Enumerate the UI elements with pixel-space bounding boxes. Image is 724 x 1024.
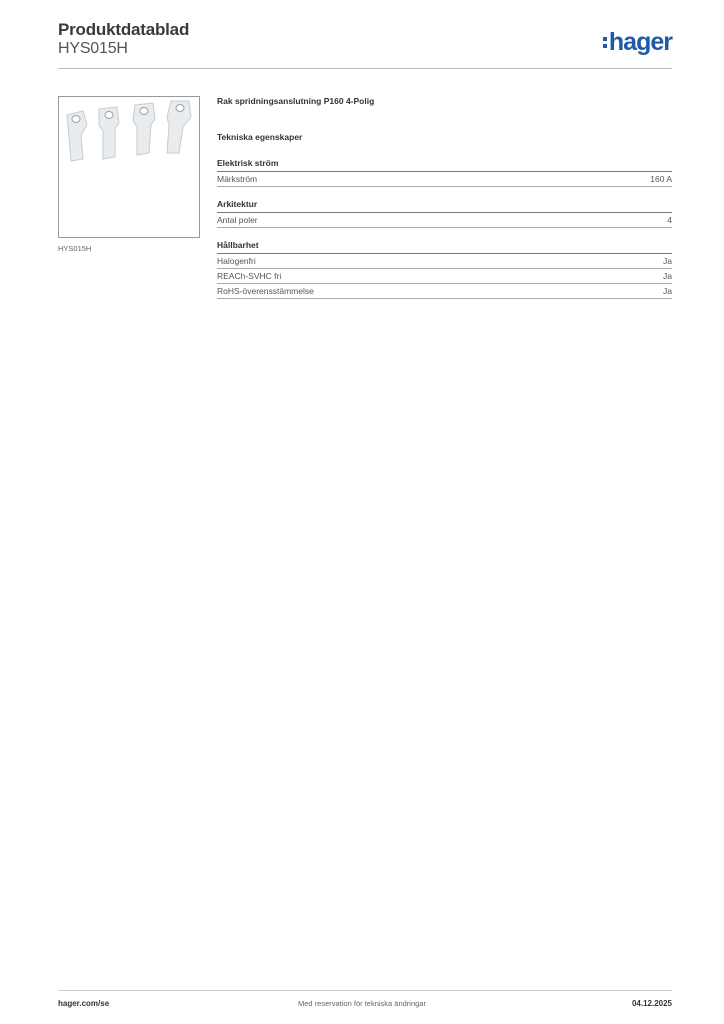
product-image — [58, 96, 200, 238]
footer-notice: Med reservation för tekniska ändringar — [298, 999, 426, 1008]
spec-section — [217, 96, 672, 311]
image-caption: HYS015H — [58, 244, 92, 253]
spec-value: 4 — [667, 215, 672, 225]
spec-row — [217, 213, 672, 228]
spec-value: Ja — [663, 286, 672, 296]
spec-label: Halogenfri — [217, 256, 256, 266]
group-title: Elektrisk ström — [217, 158, 672, 172]
page-title: Produktdatablad — [58, 20, 190, 39]
spec-group-electric — [217, 158, 672, 187]
hager-logo — [603, 28, 672, 57]
logo-dots-icon — [603, 37, 607, 48]
group-title: Hållbarhet — [217, 240, 672, 254]
header-divider — [58, 68, 672, 69]
spec-label: Antal poler — [217, 215, 258, 225]
spec-row — [217, 172, 672, 187]
spec-row — [217, 254, 672, 269]
group-title: Arkitektur — [217, 199, 672, 213]
logo-text: hager — [608, 28, 672, 56]
busbar-connectors-illustration — [59, 97, 199, 237]
spec-label: RoHS-överensstämmelse — [217, 286, 314, 296]
footer-website: hager.com/se — [58, 999, 110, 1008]
spec-row — [217, 284, 672, 299]
spec-value: Ja — [663, 256, 672, 266]
spec-value: Ja — [663, 271, 672, 281]
spec-value: 160 A — [650, 174, 672, 184]
product-code: HYS015H — [58, 40, 128, 57]
spec-label: Märkström — [217, 174, 258, 184]
technical-header: Tekniska egenskaper — [217, 132, 303, 142]
footer-divider — [58, 990, 672, 991]
spec-label: REACh-SVHC fri — [217, 271, 282, 281]
spec-group-sustainability — [217, 240, 672, 299]
spec-row — [217, 269, 672, 284]
footer-date: 04.12.2025 — [631, 999, 672, 1008]
product-name: Rak spridningsanslutning P160 4-Polig — [217, 96, 375, 106]
spec-group-architecture — [217, 199, 672, 228]
